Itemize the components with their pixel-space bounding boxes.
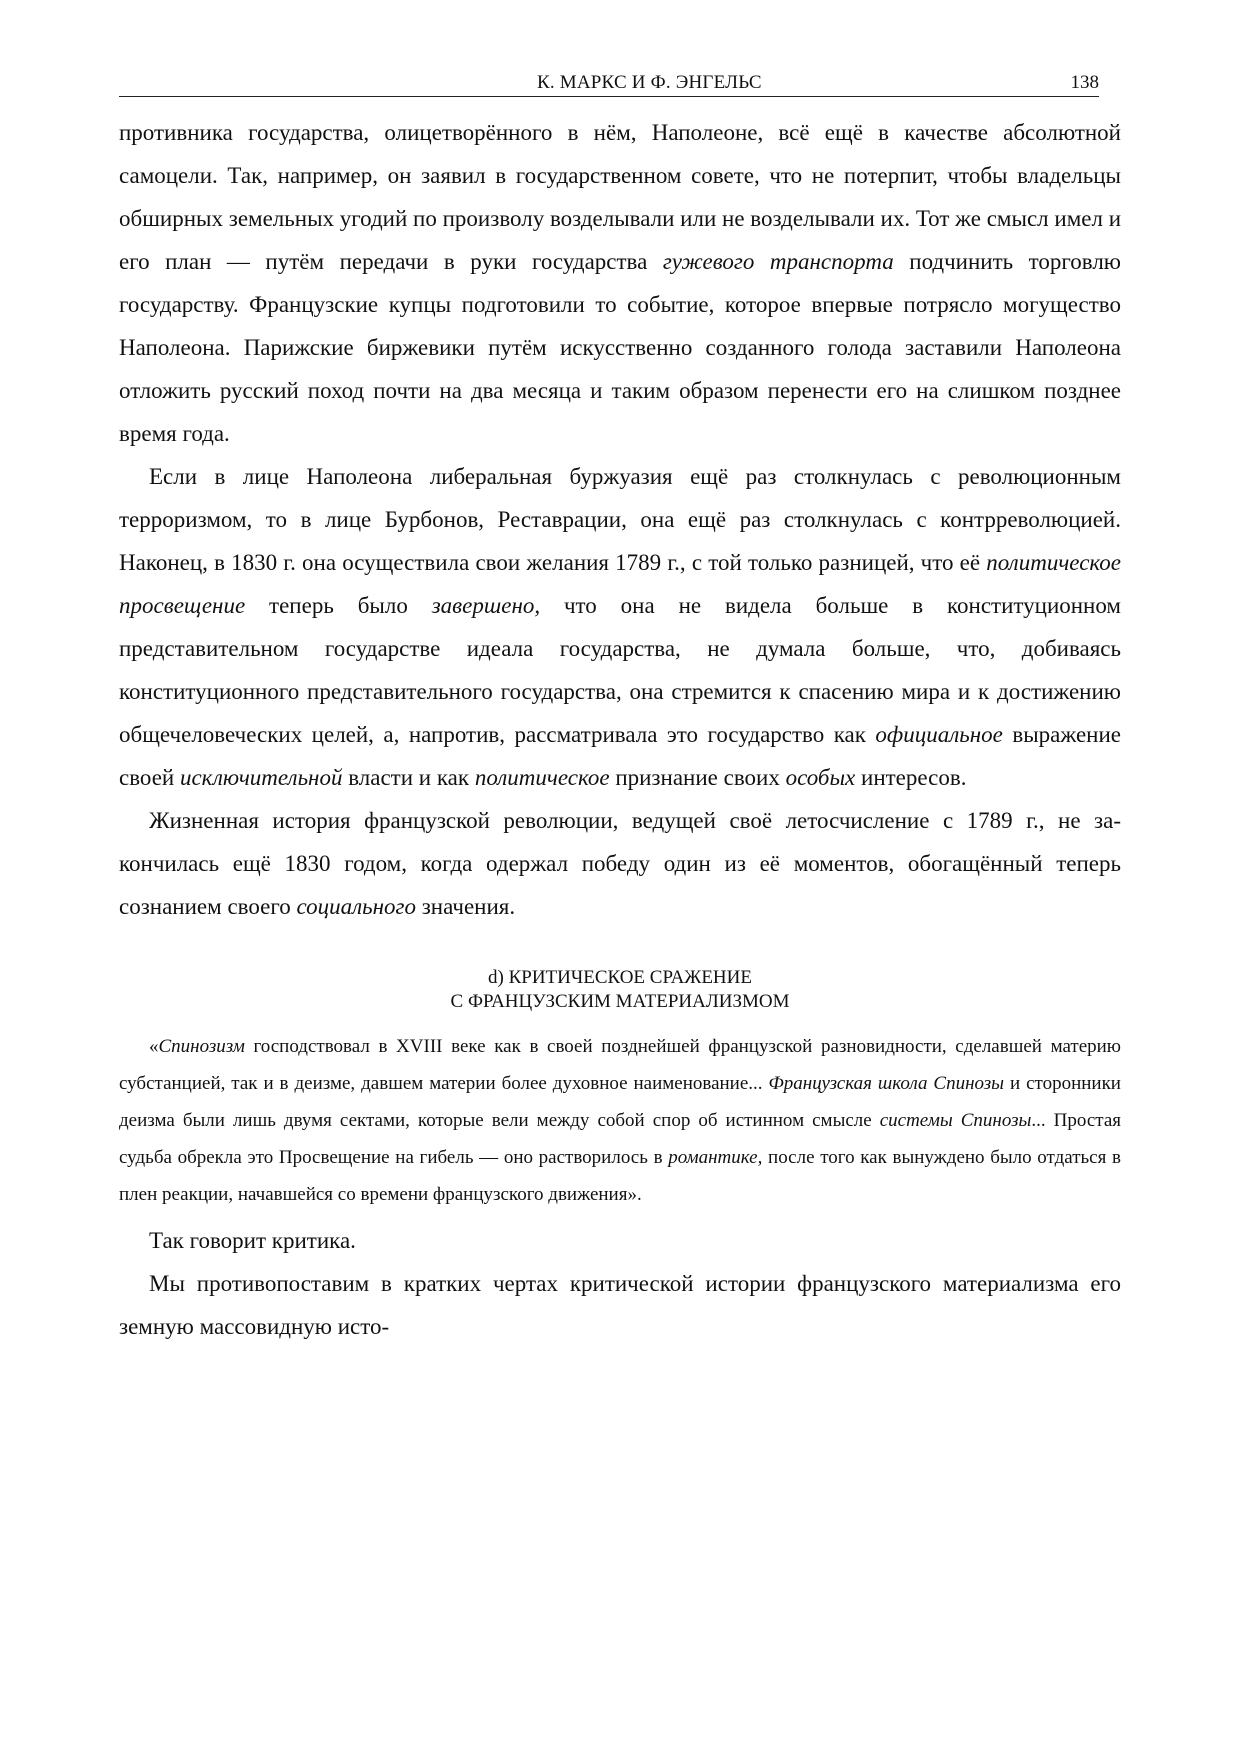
text-run: признание своих xyxy=(609,765,786,790)
section-heading-line: d) КРИТИЧЕСКОЕ СРАЖЕНИЕ xyxy=(488,967,752,988)
emphasis-text: Спинозизм xyxy=(158,1036,245,1057)
paragraph xyxy=(119,455,1121,799)
text-run: теперь было xyxy=(245,593,432,618)
emphasis-text: исключительной xyxy=(179,765,343,790)
text-run: Так говорит критика. xyxy=(149,1228,356,1253)
paragraph xyxy=(119,1219,1121,1262)
text-run: после того как вынуждено было отдаться в плен реакции, начавшейся со времени французского движения». xyxy=(119,1147,1121,1205)
text-run: противника государства, олицетворённого в нём, Наполеоне, всё ещё в качестве абсолютной самоцели. Так, например, он заявил в государственном совете, что не потерпит, чтобы владельцы обширных земельных угодий по произволу возделывали или не возделывали их. Тот же смысл имел и его план — путём передачи в руки государства xyxy=(119,120,1121,274)
closing-text xyxy=(119,1219,1121,1348)
emphasis-text: официальное xyxy=(875,722,1003,747)
emphasis-text: социального xyxy=(296,894,416,919)
text-run: господствовал в XVIII веке как в своей позднейшей французской разновидности, сделавшей материю субстанцией, так и в деизме, давшем материи более духовное наименование... xyxy=(119,1036,1121,1094)
text-run: Если в лице Наполеона либеральная буржуазия ещё раз столкнулась с революционным терроризмом, то в лице Бурбонов, Реставрации, она ещё раз столкнулась с контрреволюцией. Наконец, в 1830 г. она осуществила свои желания 1789 г., с той только разницей, что её xyxy=(119,464,1121,575)
paragraph xyxy=(119,799,1121,928)
text-run: Жизненная история французской революции, ведущей своё летосчисление с 1789 г., не закончилась ещё 1830 годом, когда одержал победу один из её моментов, обогащённый теперь сознанием своего xyxy=(119,808,1121,919)
text-run: « xyxy=(149,1036,159,1057)
emphasis-text: особых xyxy=(785,765,856,790)
document-page xyxy=(119,60,1121,1348)
section-heading-line: С ФРАНЦУЗСКИМ МАТЕРИАЛИЗМОМ xyxy=(450,991,790,1012)
emphasis-text: политическое xyxy=(474,765,610,790)
emphasis-text: романтике, xyxy=(668,1147,763,1168)
text-run: что она не видела больше в конституционном представительном государстве идеала государства, не думала больше, что, добиваясь конституционного представительного государства, она стремится к спасению мира и к достижению общечеловеческих целей, а, напротив, рассматривала это государство как xyxy=(119,593,1121,747)
text-run: интересов. xyxy=(855,765,967,790)
section-heading xyxy=(119,966,1121,1014)
paragraph xyxy=(119,111,1121,455)
page-number: 138 xyxy=(1070,72,1099,93)
emphasis-text: гужевого транспорта xyxy=(662,249,894,274)
text-run: выражение своей xyxy=(119,722,1121,790)
text-run: власти и как xyxy=(342,765,475,790)
text-run: и сторонники деизма были лишь двумя сектами, которые вели между собой спор об истинном смысле xyxy=(119,1073,1121,1131)
text-run: Мы противопоставим в кратких чертах критической истории французского материализма его земную массовидную исто- xyxy=(119,1271,1121,1339)
block-quote xyxy=(119,1028,1121,1213)
emphasis-text: политическое просвещение xyxy=(119,550,1121,618)
body-text xyxy=(119,111,1121,1348)
header-title: К. МАРКС И Ф. ЭНГЕЛЬС xyxy=(537,72,762,93)
text-run: значения. xyxy=(415,894,516,919)
paragraph xyxy=(119,1262,1121,1348)
text-run: ... Простая судьба обрекла это Просвещение на гибель — оно растворилось в xyxy=(119,1110,1121,1168)
emphasis-text: системы Спинозы xyxy=(879,1110,1032,1131)
emphasis-text: Французская школа Спинозы xyxy=(768,1073,1005,1094)
running-header xyxy=(119,60,1099,97)
text-run: подчинить торговлю государству. Французские купцы подготовили то событие, которое впервые потрясло могущество Наполеона. Парижские биржевики путём искусственно созданного голода заставили Наполеона отложить русский поход почти на два месяца и таким образом перенести его на слишком позднее время года. xyxy=(119,249,1121,446)
emphasis-text: завершено, xyxy=(431,593,541,618)
